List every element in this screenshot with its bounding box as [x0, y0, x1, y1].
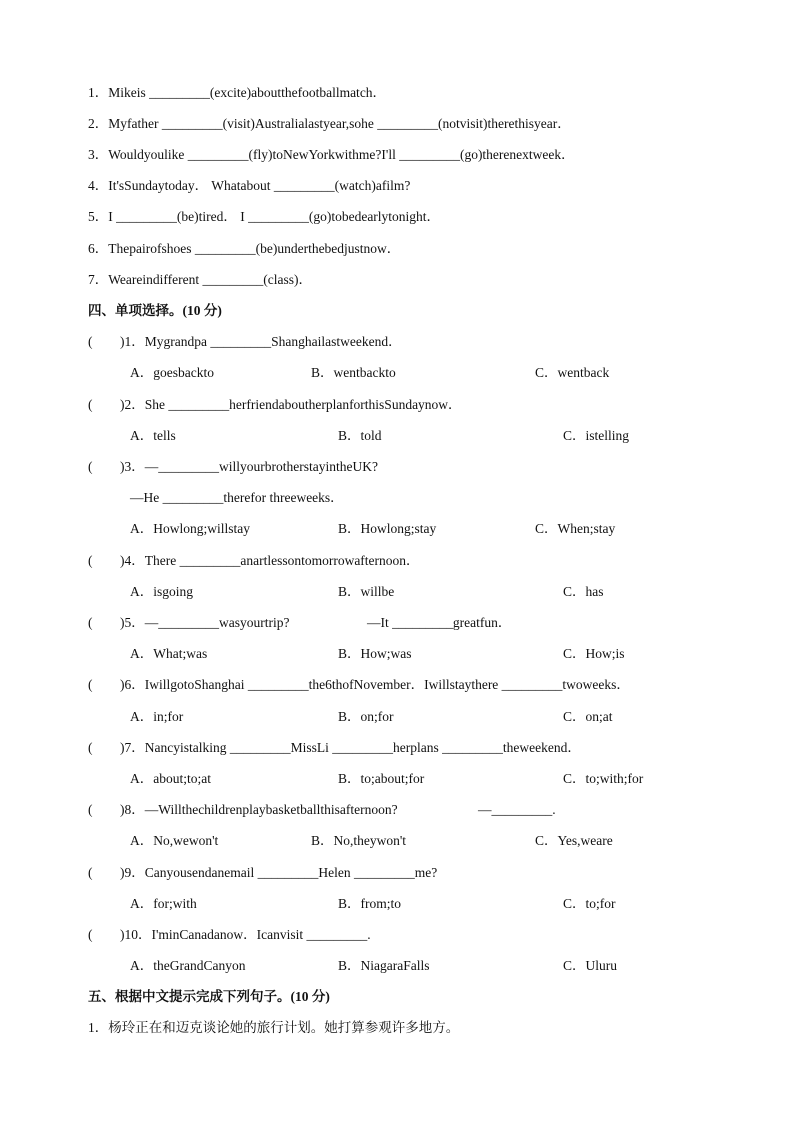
- fill-blank-item-5: 5．I _________(be)tired． I _________(go)tobedearlytonight．: [88, 209, 441, 224]
- mc-question-2: [88, 396, 462, 414]
- question-text: )2．She _________herfriendaboutherplanforthisSundaynow．: [120, 397, 462, 412]
- answer-paren: (: [88, 740, 93, 755]
- option-a: A．for;with: [130, 896, 197, 911]
- option-c: C．istelling: [563, 428, 630, 443]
- answer-paren: (: [88, 553, 93, 568]
- option-c: C．to;for: [563, 896, 616, 911]
- option-c: C．When;stay: [535, 521, 616, 536]
- answer-paren: (: [88, 865, 93, 880]
- question-text: )10．I'minCanadanow．Icanvisit _________.: [120, 927, 371, 942]
- section-4-heading: 四、单项选择。(10 分): [88, 303, 222, 318]
- option-a: A．What;was: [130, 646, 208, 661]
- option-b: B．willbe: [338, 584, 395, 599]
- question-text: )6．IwillgotoShanghai _________the6thofNovember．Iwillstaythere _________twoweeks．: [120, 677, 630, 692]
- option-b: B．No,theywon't: [311, 833, 407, 848]
- mc-question-5: [88, 614, 289, 632]
- option-b: B．to;about;for: [338, 771, 425, 786]
- answer-paren: (: [88, 459, 93, 474]
- question-3-response-line: —He _________therefor threeweeks．: [130, 490, 344, 505]
- option-a: A．goesbackto: [130, 365, 214, 380]
- option-c: C．How;is: [563, 646, 625, 661]
- answer-paren: (: [88, 334, 93, 349]
- fill-blank-item-6: 6．Thepairofshoes _________(be)underthebedjustnow．: [88, 241, 401, 256]
- mc-question-1: [88, 333, 402, 351]
- option-a: A．Howlong;willstay: [130, 521, 250, 536]
- question-text: )7．Nancyistalking _________MissLi _________herplans _________theweekend．: [120, 740, 581, 755]
- option-b: B．from;to: [338, 896, 401, 911]
- fill-blank-item-7: 7．Weareindifferent _________(class)．: [88, 272, 312, 287]
- question-text: )9．Canyousendanemail _________Helen _________me?: [120, 865, 438, 880]
- fill-blank-item-2: 2．Myfather _________(visit)Australialastyear,sohe _________(notvisit)therethisyear．: [88, 116, 571, 131]
- option-b: B．wentbackto: [311, 365, 396, 380]
- option-c: C．wentback: [535, 365, 610, 380]
- option-b: B．on;for: [338, 709, 394, 724]
- question-text: )3．—_________willyourbrotherstayintheUK?: [120, 459, 378, 474]
- answer-paren: (: [88, 397, 93, 412]
- answer-paren: (: [88, 615, 93, 630]
- answer-paren: (: [88, 927, 93, 942]
- answer-paren: (: [88, 802, 93, 817]
- mc-question-10: [88, 926, 371, 944]
- option-a: A．theGrandCanyon: [130, 958, 246, 973]
- option-b: B．How;was: [338, 646, 412, 661]
- question-text: )5．—_________wasyourtrip?: [120, 615, 290, 630]
- answer-paren: (: [88, 677, 93, 692]
- question-text: )1．Mygrandpa _________Shanghailastweekend．: [120, 334, 402, 349]
- question-text: )4．There _________anartlessontomorrowafternoon．: [120, 553, 420, 568]
- option-a: A．tells: [130, 428, 176, 443]
- option-c: C．on;at: [563, 709, 613, 724]
- mc-question-7: [88, 739, 581, 757]
- mc-question-6: [88, 676, 630, 694]
- mc-question-8: [88, 801, 398, 819]
- fill-blank-item-4: 4．It'sSundaytoday． Whatabout _________(watch)afilm?: [88, 178, 411, 193]
- option-b: B．told: [338, 428, 382, 443]
- option-b: B．NiagaraFalls: [338, 958, 430, 973]
- fill-blank-item-1: 1．Mikeis _________(excite)aboutthefootballmatch．: [88, 85, 387, 100]
- mc-question-9: [88, 864, 437, 882]
- option-a: A．about;to;at: [130, 771, 211, 786]
- option-a: A．No,wewon't: [130, 833, 219, 848]
- question-5-response: —It _________greatfun．: [367, 615, 512, 630]
- mc-question-3: [88, 458, 378, 476]
- option-c: C．Yes,weare: [535, 833, 613, 848]
- mc-question-4: [88, 552, 420, 570]
- fill-blank-item-3: 3．Wouldyoulike _________(fly)toNewYorkwithme?I'll _________(go)therenextweek．: [88, 147, 575, 162]
- option-c: C．has: [563, 584, 604, 599]
- option-b: B．Howlong;stay: [338, 521, 437, 536]
- option-a: A．isgoing: [130, 584, 194, 599]
- section-5-heading: 五、根据中文提示完成下列句子。(10 分): [88, 989, 330, 1004]
- translation-item-1: 1．杨玲正在和迈克谈论她的旅行计划。她打算参观许多地方。: [88, 1020, 460, 1035]
- option-a: A．in;for: [130, 709, 184, 724]
- option-c: C．Uluru: [563, 958, 617, 973]
- question-text: )8．—Willthechildrenplaybasketballthisafternoon?: [120, 802, 398, 817]
- question-8-response: —_________.: [478, 802, 556, 817]
- option-c: C．to;with;for: [563, 771, 644, 786]
